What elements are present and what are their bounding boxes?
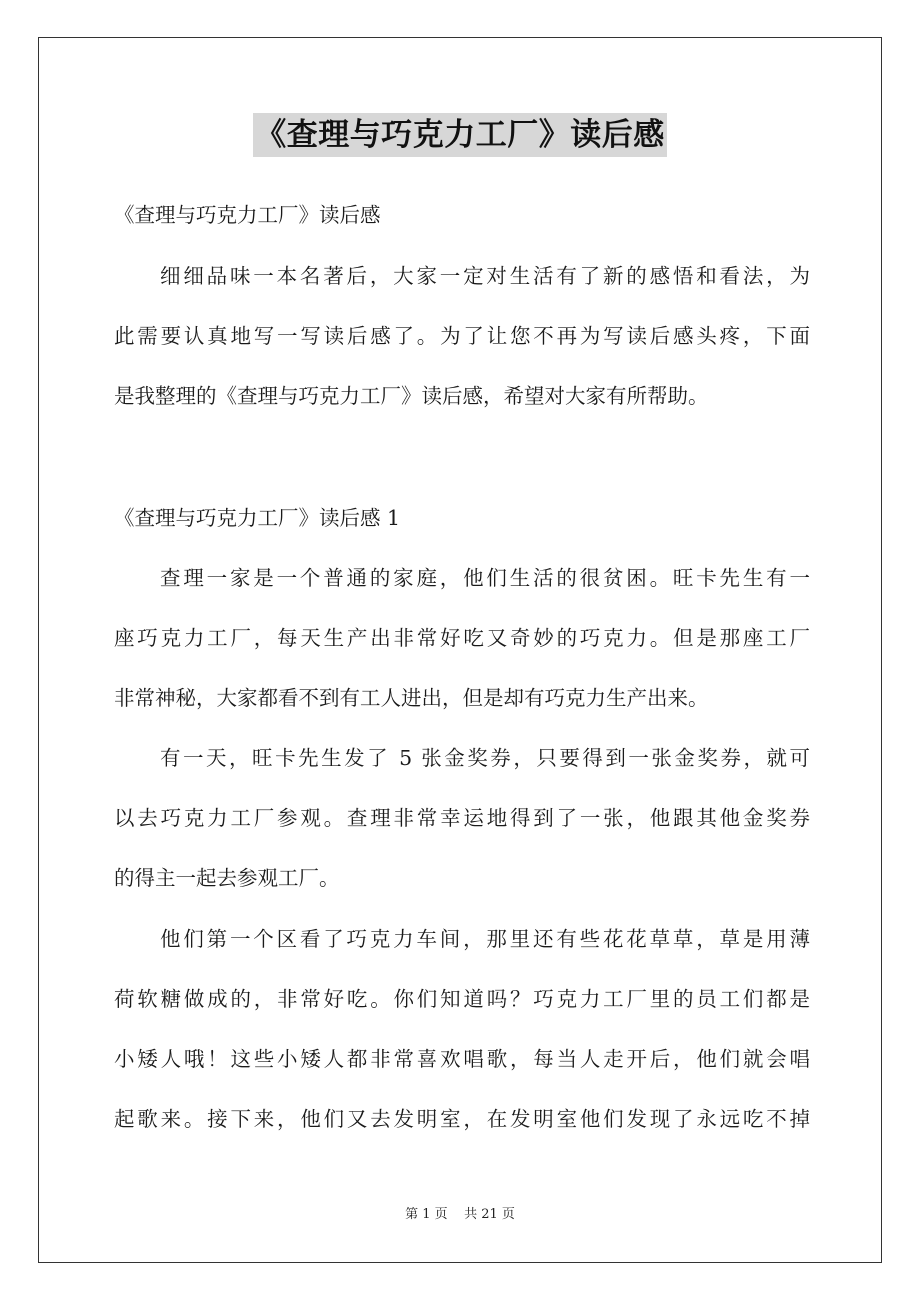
document-title: 《查理与巧克力工厂》读后感 bbox=[253, 113, 667, 157]
para1-line-3: 非常神秘，大家都看不到有工人进出，但是却有巧克力生产出来。 bbox=[114, 686, 709, 710]
para1-line-1: 查理一家是一个普通的家庭，他们生活的很贫困。旺卡先生有一 bbox=[160, 566, 810, 590]
section-heading-1: 《查理与巧克力工厂》读后感 1 bbox=[114, 506, 401, 530]
intro-line-2: 此需要认真地写一写读后感了。为了让您不再为写读后感头疼，下面 bbox=[114, 324, 810, 348]
title-container bbox=[0, 113, 920, 157]
intro-line-3: 是我整理的《查理与巧克力工厂》读后感，希望对大家有所帮助。 bbox=[114, 384, 709, 408]
subtitle: 《查理与巧克力工厂》读后感 bbox=[114, 203, 381, 227]
para2-line-2: 以去巧克力工厂参观。查理非常幸运地得到了一张，他跟其他金奖券 bbox=[114, 806, 810, 830]
para2-line-1: 有一天，旺卡先生发了 5 张金奖券，只要得到一张金奖券，就可 bbox=[160, 746, 810, 770]
para1-line-2: 座巧克力工厂，每天生产出非常好吃又奇妙的巧克力。但是那座工厂 bbox=[114, 626, 810, 650]
para3-line-2: 荷软糖做成的，非常好吃。你们知道吗？巧克力工厂里的员工们都是 bbox=[114, 987, 810, 1011]
para3-line-4: 起歌来。接下来，他们又去发明室，在发明室他们发现了永远吃不掉 bbox=[114, 1107, 810, 1131]
page-number-footer: 第 1 页 共 21 页 bbox=[405, 1207, 515, 1222]
intro-line-1: 细细品味一本名著后，大家一定对生活有了新的感悟和看法，为 bbox=[160, 264, 810, 288]
para3-line-3: 小矮人哦！这些小矮人都非常喜欢唱歌，每当人走开后，他们就会唱 bbox=[114, 1047, 810, 1071]
para3-line-1: 他们第一个区看了巧克力车间，那里还有些花花草草，草是用薄 bbox=[160, 927, 810, 951]
para2-line-3: 的得主一起去参观工厂。 bbox=[114, 866, 340, 890]
